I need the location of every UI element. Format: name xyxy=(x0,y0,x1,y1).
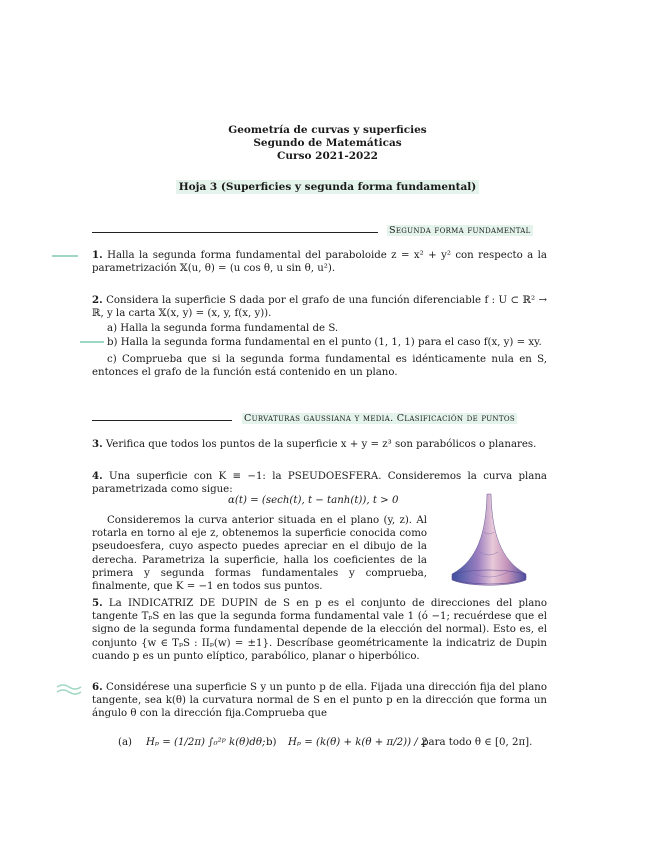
exercise-6 xyxy=(92,681,547,721)
formula-a: Hₚ = (1/2π) ∫₀²ᵖ k(θ)dθ; xyxy=(146,737,266,748)
exercise-2a: a) Halla la segunda forma fundamental de S. xyxy=(107,323,339,334)
exercise-1 xyxy=(92,249,547,275)
formula-b-label: b) xyxy=(266,737,277,748)
section-title-2: Curvaturas gaussiana y media. Clasificación de puntos xyxy=(244,413,515,424)
section-rule xyxy=(92,232,378,233)
annotation-squiggle-icon xyxy=(56,682,82,696)
exercise-text: Verifica que todos los puntos de la superficie x + y = z³ son parabólicos o planares. xyxy=(105,439,537,450)
exercise-text: Halla la segunda forma fundamental del paraboloide z = x² + y² con respecto a la parametrización 𝕏(u, θ) = (u cos θ, u sin θ, u²). xyxy=(92,250,547,275)
annotation-mark xyxy=(80,341,104,343)
exercise-number: 3. xyxy=(92,438,103,450)
exercise-4-body: Consideremos la curva anterior situada en el plano (y, z). Al rotarla en torno al eje z, obtenemos la superficie conocida como pseudoesfera, cuyo aspecto puedes apreciar en el dibujo de la derecha. Parametriza la superficie, halla los coeficientes de la primera y segunda formas fundamentales y comprueba, finalmente, que K = −1 en todos sus puntos. xyxy=(92,515,427,593)
course-subtitle: Segundo de Matemáticas xyxy=(253,137,402,149)
sheet-title: Hoja 3 (Superficies y segunda forma fundamental) xyxy=(176,180,480,194)
exercise-3 xyxy=(92,438,547,451)
sheet-title-wrap xyxy=(0,175,655,194)
section-title-1: Segunda forma fundamental xyxy=(389,225,531,236)
exercise-2c: c) Comprueba que si la segunda forma fundamental es idénticamente nula en S, entonces el grafo de la función está contenido en un plano. xyxy=(92,354,547,379)
exercise-number: 2. xyxy=(92,294,103,306)
exercise-text: Considera la superficie S dada por el grafo de una función diferenciable f : U ⊂ ℝ² → ℝ, y la carta 𝕏(x, y) = (x, y, f(x, y)). xyxy=(92,295,548,320)
exercise-number: 4. xyxy=(92,470,103,482)
exercise-number: 5. xyxy=(92,597,103,609)
course-year: Curso 2021-2022 xyxy=(277,150,378,162)
exercise-2 xyxy=(92,294,547,320)
exercise-number: 1. xyxy=(92,249,103,261)
pseudosphere-figure xyxy=(450,492,528,588)
course-title: Geometría de curvas y superficies xyxy=(228,124,427,136)
formula-a-label: (a) xyxy=(118,737,133,748)
exercise-number: 6. xyxy=(92,681,103,693)
exercise-5 xyxy=(92,597,547,663)
section-rule xyxy=(92,420,232,421)
formula-b: Hₚ = (k(θ) + k(θ + π/2)) / 2 xyxy=(288,737,428,748)
exercise-text: Considérese una superficie S y un punto p de ella. Fijada una dirección fija del plano tangente, sea k(θ) la curvatura normal de S en el punto p en la dirección que forma un ángulo θ con la dirección fija.Comprueba que xyxy=(92,682,547,720)
exercise-2b: b) Halla la segunda forma fundamental en el punto (1, 1, 1) para el caso f(x, y) = xy. xyxy=(107,337,542,348)
exercise-text: Una superficie con K ≡ −1: la PSEUDOESFERA. Consideremos la curva plana parametrizada como sigue: xyxy=(92,471,547,496)
formula-c: para todo θ ∈ [0, 2π]. xyxy=(422,737,533,748)
annotation-mark xyxy=(52,255,78,257)
exercise-text: La INDICATRIZ DE DUPIN de S en p es el conjunto de direcciones del plano tangente TₚS en las que la segunda forma fundamental vale 1 (ó −1; recuérdese que el signo de la segunda forma fundamental depende de la elección del normal). Esto es, el conjunto {w ∈ TₚS : IIₚ(w) = ±1}. Descríbase geométricamente la indicatriz de Dupin cuando p es un punto elíptico, parabólico, planar o hiperbólico. xyxy=(92,598,548,662)
curve-formula: α(t) = (sech(t), t − tanh(t)), t > 0 xyxy=(228,495,399,506)
